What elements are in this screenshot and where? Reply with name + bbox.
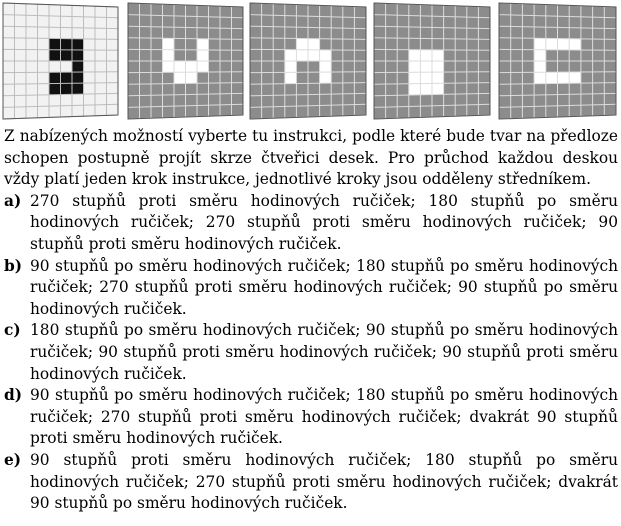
hole-cell bbox=[197, 39, 209, 50]
hole-cell bbox=[163, 38, 175, 49]
hole-cell bbox=[546, 72, 558, 83]
option-text: 90 stupňů po směru hodinových ručiček; 180 stupňů po směru hodinových ručiček; 270 stupňů proti směru hodinových ručiček; 90 stupňů po směru hodinových ručiček. bbox=[30, 256, 618, 318]
hole-cell bbox=[186, 61, 198, 72]
shape-cell bbox=[61, 50, 73, 61]
hole-cell bbox=[432, 72, 444, 83]
option-label: a) bbox=[4, 191, 22, 210]
option-e[interactable] bbox=[4, 450, 618, 515]
hole-cell bbox=[569, 39, 581, 50]
hole-cell bbox=[420, 83, 432, 94]
hole-cell bbox=[174, 61, 186, 72]
option-label: e) bbox=[4, 450, 22, 469]
board-panel-3 bbox=[374, 3, 490, 119]
hole-cell bbox=[409, 50, 421, 61]
template-panel bbox=[3, 3, 118, 119]
option-text: 90 stupňů proti směru hodinových ručiček; 180 stupňů po směru hodinových ručiček; 270 stupňů proti směru hodinových ručiček; dvakrát 90 stupňů po směru hodinových ručiček. bbox=[30, 450, 618, 513]
shape-cell bbox=[49, 50, 61, 61]
hole-cell bbox=[432, 83, 444, 94]
option-c[interactable] bbox=[4, 320, 618, 385]
option-text: 90 stupňů po směru hodinových ručiček; 180 stupňů po směru hodinových ručiček; 270 stupňů proti směru hodinových ručiček; dvakrát 90 stupňů proti směru hodinových ručiček. bbox=[30, 386, 618, 448]
hole-cell bbox=[569, 72, 581, 83]
shape-cell bbox=[72, 83, 84, 94]
hole-cell bbox=[174, 72, 186, 83]
hole-cell bbox=[409, 72, 421, 83]
hole-cell bbox=[163, 61, 175, 72]
option-d[interactable] bbox=[4, 385, 618, 450]
hole-cell bbox=[308, 39, 320, 50]
shape-cell bbox=[72, 72, 84, 83]
hole-cell bbox=[432, 61, 444, 72]
hole-cell bbox=[296, 50, 308, 61]
hole-cell bbox=[197, 50, 209, 61]
question-intro: Z nabízených možností vyberte tu instrukci, podle které bude tvar na předloze schopen postupně projít skrze čtveřici desek. Pro průchod každou deskou vždy platí jeden krok instrukce, jednotlivé kroky jsou odděleny středníkem. bbox=[4, 127, 618, 189]
hole-cell bbox=[197, 61, 209, 72]
shape-cell bbox=[49, 38, 61, 49]
hole-cell bbox=[186, 72, 198, 83]
hole-cell bbox=[534, 72, 546, 83]
shape-cell bbox=[61, 72, 73, 83]
hole-cell bbox=[558, 72, 570, 83]
option-label: b) bbox=[4, 256, 23, 275]
hole-cell bbox=[558, 39, 570, 50]
board-panel-1 bbox=[128, 3, 243, 119]
question-text bbox=[4, 126, 618, 515]
shape-cell bbox=[49, 83, 61, 94]
hole-cell bbox=[296, 38, 308, 49]
option-a[interactable] bbox=[4, 191, 618, 256]
board-panel-4 bbox=[499, 3, 616, 119]
hole-cell bbox=[320, 50, 332, 61]
hole-cell bbox=[409, 61, 421, 72]
hole-cell bbox=[420, 50, 432, 61]
option-b[interactable] bbox=[4, 256, 618, 321]
hole-cell bbox=[320, 72, 332, 83]
answer-options bbox=[4, 191, 618, 515]
shape-cell bbox=[49, 72, 61, 83]
option-text: 180 stupňů po směru hodinových ručiček; 90 stupňů po směru hodinových ručiček; 90 stupňů proti směru hodinových ručiček; 90 stupňů proti směru hodinových ručiček. bbox=[30, 321, 618, 383]
board-panel-2 bbox=[250, 3, 366, 119]
hole-cell bbox=[546, 38, 558, 49]
option-text: 270 stupňů proti směru hodinových ručiček; 180 stupňů po směru hodinových ručiček; 270 stupňů proti směru hodinových ručiček; 90 stupňů proti směru hodinových ručiček. bbox=[30, 191, 618, 253]
hole-cell bbox=[308, 50, 320, 61]
hole-cell bbox=[163, 50, 175, 61]
hole-cell bbox=[534, 50, 546, 61]
shape-cell bbox=[61, 83, 73, 94]
hole-cell bbox=[409, 84, 421, 96]
hole-cell bbox=[320, 61, 332, 72]
shape-cell bbox=[61, 39, 73, 50]
hole-cell bbox=[285, 50, 297, 61]
shape-cell bbox=[72, 61, 84, 72]
option-label: c) bbox=[4, 321, 21, 340]
hole-cell bbox=[432, 50, 444, 61]
option-label: d) bbox=[4, 386, 23, 405]
puzzle-figure bbox=[0, 0, 621, 122]
hole-cell bbox=[285, 72, 297, 83]
hole-cell bbox=[534, 61, 546, 72]
hole-cell bbox=[420, 72, 432, 83]
hole-cell bbox=[420, 61, 432, 72]
hole-cell bbox=[534, 38, 546, 49]
hole-cell bbox=[285, 61, 297, 72]
shape-cell bbox=[72, 50, 84, 61]
shape-cell bbox=[72, 39, 84, 50]
